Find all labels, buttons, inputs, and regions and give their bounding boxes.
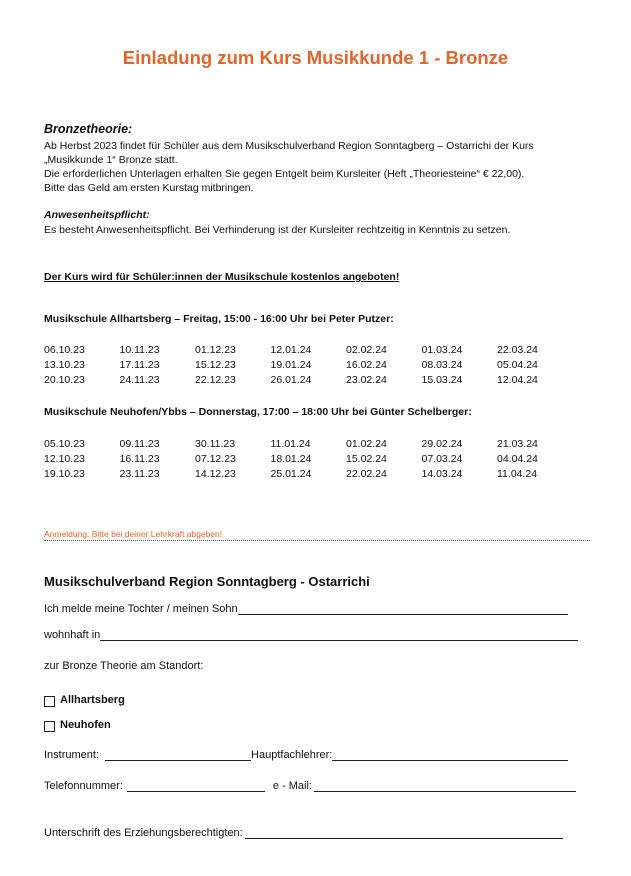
date-cell: 14.12.23 [195, 468, 236, 480]
dates-row [44, 452, 573, 467]
date-cell: 21.03.24 [497, 438, 538, 450]
email-field[interactable] [314, 779, 576, 792]
date-cell: 19.10.23 [44, 468, 85, 480]
date-cell: 11.04.24 [497, 468, 538, 480]
teacher-label: Hauptfachlehrer: [251, 749, 333, 761]
date-cell: 16.02.24 [346, 359, 387, 371]
neuhofen-heading: Musikschule Neuhofen/Ybbs – Donnerstag, 17:00 – 18:00 Uhr bei Günter Schelberger: [44, 406, 472, 418]
cut-line [44, 540, 590, 541]
free-course-note: Der Kurs wird für Schüler:innen der Musikschule kostenlos angeboten! [44, 271, 400, 283]
instrument-field[interactable] [105, 748, 251, 761]
date-cell: 05.10.23 [44, 438, 85, 450]
dates-row [44, 467, 573, 482]
signature-label: Unterschrift des Erziehungsberechtigten: [44, 827, 243, 839]
date-cell: 26.01.24 [270, 374, 312, 386]
date-cell: 06.10.23 [44, 344, 85, 356]
date-cell: 23.11.23 [119, 468, 160, 480]
date-cell: 13.10.23 [44, 359, 85, 371]
date-cell: 15.03.24 [421, 374, 463, 386]
date-cell: 20.10.23 [44, 374, 85, 386]
child-name-row [44, 602, 568, 615]
checkbox-neuhofen[interactable] [44, 721, 55, 732]
date-cell: 11.01.24 [270, 438, 311, 450]
dates-row [44, 358, 573, 373]
instrument-label: Instrument: [44, 749, 100, 761]
residence-label: wohnhaft in [44, 629, 101, 641]
signature-field[interactable] [245, 826, 563, 839]
option-allhartsberg-label: Allhartsberg [60, 694, 125, 706]
date-cell: 01.12.23 [195, 344, 236, 356]
registration-note: Anmeldung: Bitte bei deiner Lehrkraft abgeben! [44, 529, 223, 539]
date-cell: 12.01.24 [270, 344, 312, 356]
page-title: Einladung zum Kurs Musikkunde 1 - Bronze [122, 47, 509, 68]
bronze-line-1: Ab Herbst 2023 findet für Schüler aus dem Musikschulverband Region Sonntagberg – Ostarrichi der Kurs [44, 140, 534, 152]
date-cell: 09.11.23 [119, 438, 160, 450]
date-cell: 25.01.24 [270, 468, 312, 480]
date-cell: 07.03.24 [421, 453, 463, 465]
date-cell: 22.02.24 [346, 468, 387, 480]
date-cell: 30.11.23 [195, 438, 236, 450]
allhartsberg-heading: Musikschule Allhartsberg – Freitag, 15:00 - 16:00 Uhr bei Peter Putzer: [44, 313, 394, 325]
date-cell: 02.02.24 [346, 344, 387, 356]
teacher-field[interactable] [332, 748, 568, 761]
dates-row [44, 373, 573, 388]
date-cell: 29.02.24 [421, 438, 463, 450]
date-cell: 18.01.24 [270, 453, 312, 465]
date-cell: 17.11.23 [119, 359, 160, 371]
form-title: Musikschulverband Region Sonntagberg - Ostarrichi [44, 574, 370, 589]
option-allhartsberg[interactable] [44, 694, 125, 706]
allhartsberg-dates-table [44, 343, 573, 388]
date-cell: 04.04.24 [497, 453, 538, 465]
date-cell: 15.02.24 [346, 453, 387, 465]
attendance-text: Es besteht Anwesenheitspflicht. Bei Verhinderung ist der Kursleiter rechtzeitig in Kenntnis zu setzen. [44, 224, 511, 236]
contact-row [44, 779, 576, 792]
location-label: zur Bronze Theorie am Standort: [44, 660, 204, 672]
instrument-row [44, 748, 568, 761]
neuhofen-dates-table [44, 437, 573, 482]
bronze-line-2: „Musikkunde 1“ Bronze statt. [44, 154, 178, 166]
bronze-heading: Bronzetheorie: [44, 122, 133, 136]
signature-row [44, 826, 563, 839]
date-cell: 24.11.23 [119, 374, 160, 386]
date-cell: 12.10.23 [44, 453, 85, 465]
date-cell: 05.04.24 [497, 359, 538, 371]
location-row [44, 660, 203, 672]
dates-row [44, 437, 573, 452]
date-cell: 15.12.23 [195, 359, 236, 371]
option-neuhofen[interactable] [44, 719, 111, 731]
date-cell: 01.03.24 [421, 344, 463, 356]
date-cell: 10.11.23 [119, 344, 160, 356]
checkbox-allhartsberg[interactable] [44, 696, 55, 707]
child-name-field[interactable] [238, 602, 568, 615]
child-name-label: Ich melde meine Tochter / meinen Sohn [44, 603, 238, 615]
date-cell: 08.03.24 [421, 359, 463, 371]
date-cell: 23.02.24 [346, 374, 387, 386]
dates-row [44, 343, 573, 358]
date-cell: 16.11.23 [119, 453, 160, 465]
residence-row [44, 628, 578, 641]
phone-label: Telefonnummer: [44, 780, 123, 792]
phone-field[interactable] [127, 779, 265, 792]
date-cell: 22.12.23 [195, 374, 236, 386]
attendance-heading: Anwesenheitspflicht: [44, 209, 150, 221]
email-label: e - Mail: [272, 780, 312, 792]
bronze-line-3: Die erforderlichen Unterlagen erhalten Sie gegen Entgelt beim Kursleiter (Heft „Theoriesteine“ € 22,00). [44, 168, 525, 180]
option-neuhofen-label: Neuhofen [60, 719, 111, 731]
date-cell: 12.04.24 [497, 374, 538, 386]
date-cell: 07.12.23 [195, 453, 236, 465]
residence-field[interactable] [100, 628, 578, 641]
bronze-line-4: Bitte das Geld am ersten Kurstag mitbringen. [44, 182, 254, 194]
date-cell: 22.03.24 [497, 344, 538, 356]
date-cell: 19.01.24 [270, 359, 312, 371]
date-cell: 14.03.24 [421, 468, 463, 480]
date-cell: 01.02.24 [346, 438, 387, 450]
